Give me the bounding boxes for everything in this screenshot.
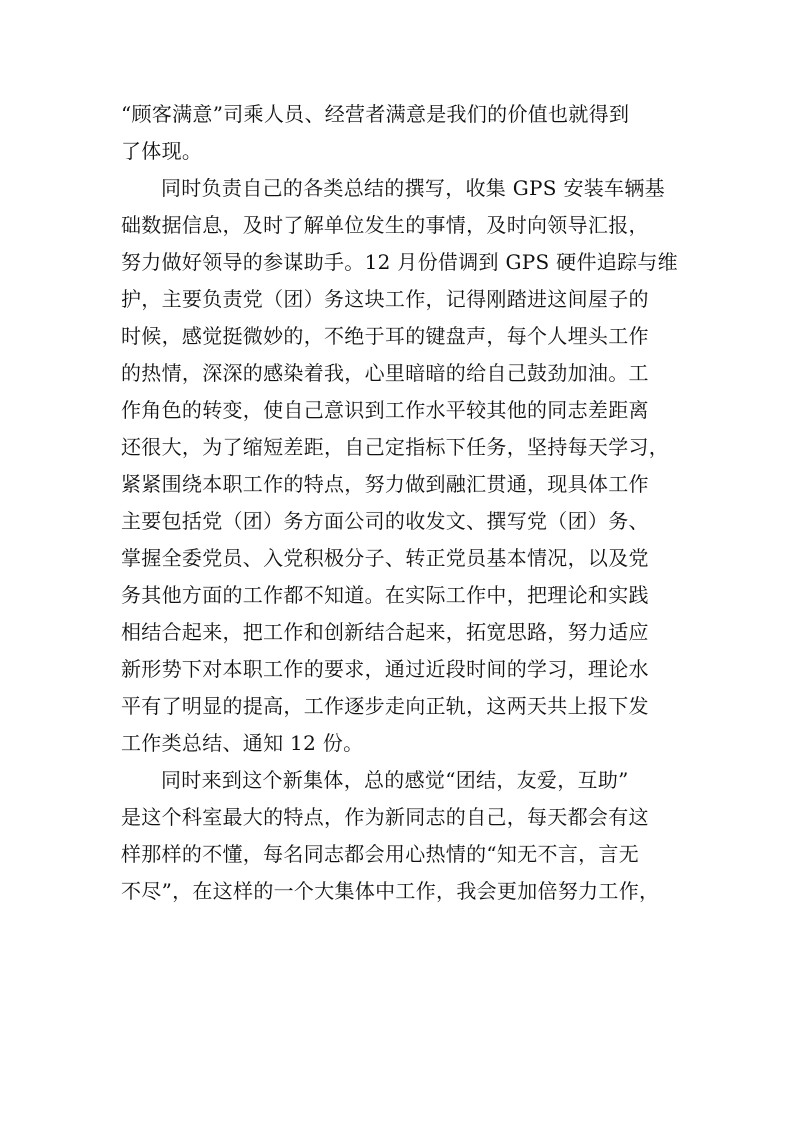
paragraph-line: 紧紧围绕本职工作的特点，努力做到融汇贯通，现具体工作 [121,472,649,496]
paragraph-line: 作角色的转变，使自己意识到工作水平较其他的同志差距离 [121,398,649,422]
paragraph-line: 的热情，深深的感染着我，心里暗暗的给自己鼓劲加油。工 [121,361,649,385]
paragraph-line: 样那样的不懂，每名同志都会用心热情的“知无不言，言无 [121,842,640,866]
paragraph-line: 同时来到这个新集体，总的感觉“团结，友爱，互助” [161,768,629,792]
paragraph-line: 相结合起来，把工作和创新结合起来，拓宽思路，努力适应 [121,620,649,644]
paragraph-line: 同时负责自己的各类总结的撰写，收集 GPS 安装车辆基 [161,176,665,200]
paragraph-line: 务其他方面的工作都不知道。在实际工作中，把理论和实践 [121,583,649,607]
paragraph-line: 努力做好领导的参谋助手。12 月份借调到 GPS 硬件追踪与维 [121,250,678,274]
paragraph-line: 时候，感觉挺微妙的，不绝于耳的键盘声，每个人埋头工作 [121,324,649,348]
paragraph-line: 还很大，为了缩短差距，自己定指标下任务，坚持每天学习， [121,435,670,459]
paragraph-line: 掌握全委党员、入党积极分子、转正党员基本情况，以及党 [121,546,649,570]
paragraph-line: 主要包括党（团）务方面公司的收发文、撰写党（团）务、 [121,509,649,533]
paragraph-line: 平有了明显的提高，工作逐步走向正轨，这两天共上报下发 [121,694,649,718]
paragraph-line: 新形势下对本职工作的要求，通过近段时间的学习，理论水 [121,657,649,681]
paragraph-line: 础数据信息，及时了解单位发生的事情，及时向领导汇报， [121,213,649,237]
paragraph-line: 工作类总结、通知 12 份。 [121,731,364,755]
paragraph-line: 是这个科室最大的特点，作为新同志的自己，每天都会有这 [121,805,649,829]
paragraph-line: 不尽”，在这样的一个大集体中工作，我会更加倍努力工作， [121,879,660,903]
paragraph-line: 了体现。 [121,139,203,163]
paragraph-line: 护，主要负责党（团）务这块工作，记得刚踏进这间屋子的 [121,287,649,311]
paragraph-line: “顾客满意”司乘人员、经营者满意是我们的价值也就得到 [121,102,630,126]
document-body [121,96,681,910]
